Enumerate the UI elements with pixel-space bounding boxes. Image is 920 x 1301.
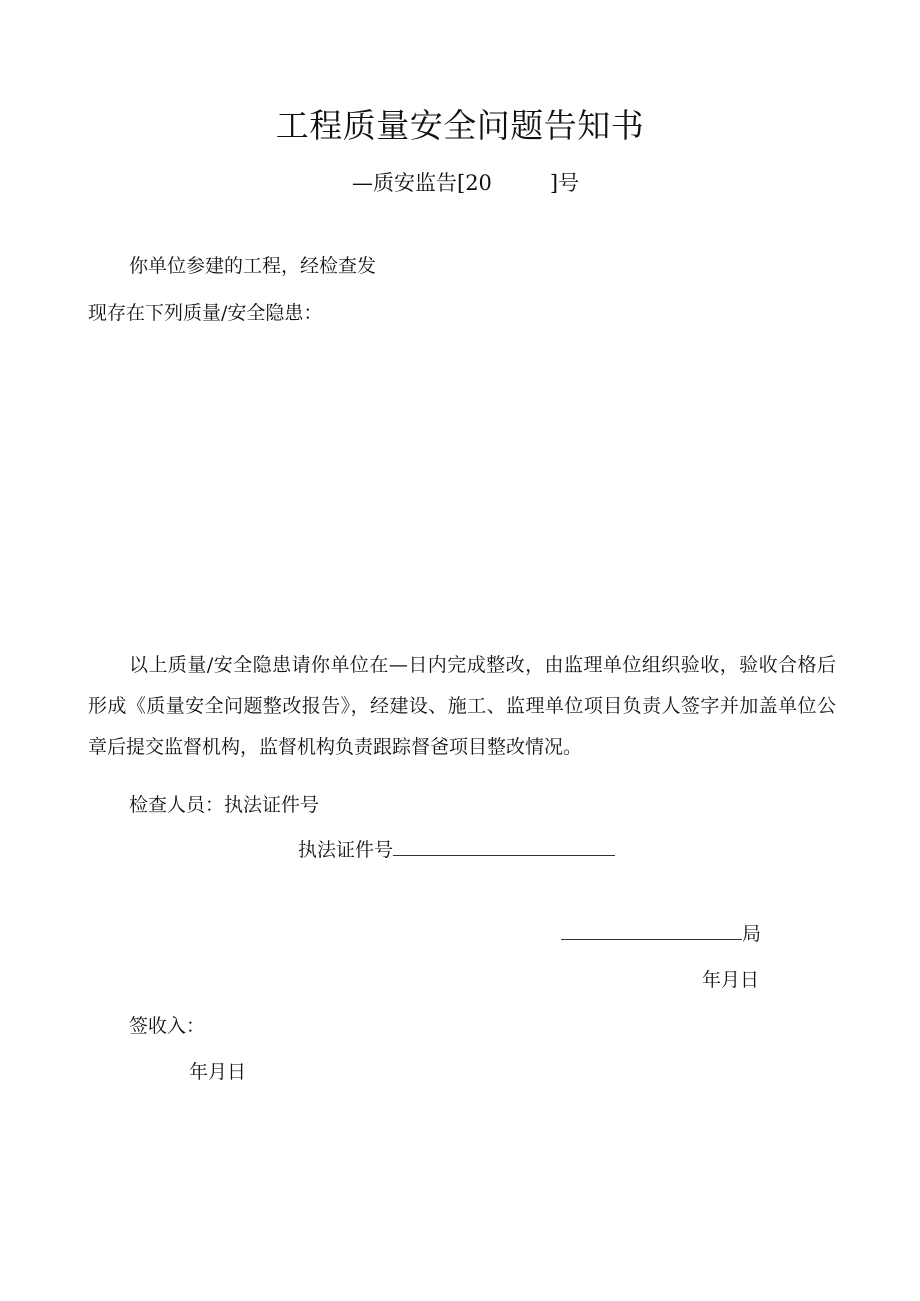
document-title: 工程质量安全问题告知书 — [275, 106, 645, 145]
intro-line-1: 你单位参建的工程，经检查发 — [129, 255, 377, 277]
receipt-signature-label: 签收入： — [129, 1015, 206, 1037]
document-number-prefix: —质安监告[20 — [352, 171, 492, 195]
bureau-suffix: 局 — [742, 923, 762, 945]
issuing-bureau-row — [561, 914, 761, 954]
document-number — [352, 167, 579, 197]
certificate-number-blank — [393, 831, 615, 856]
receipt-date: 年月日 — [189, 1061, 247, 1083]
certificate-number-row — [298, 830, 615, 870]
issue-date: 年月日 — [702, 969, 760, 991]
document-number-suffix: ]号 — [549, 171, 580, 195]
inspector-label: 检查人员：执法证件号 — [129, 794, 320, 816]
certificate-number-label: 执法证件号 — [298, 839, 394, 861]
bureau-name-blank — [561, 915, 742, 940]
rectification-paragraph: 以上质量/安全隐患请你单位在—日内完成整改，由监理单位组织验收，验收合格后形成《质量安全问题整改报告》，经建设、施工、监理单位项目负责人签字并加盖单位公章后提交监督机构，监督机构负责跟踪督爸项目整改情况。 — [88, 654, 836, 758]
intro-line-2: 现存在下列质量/安全隐患： — [88, 302, 323, 324]
